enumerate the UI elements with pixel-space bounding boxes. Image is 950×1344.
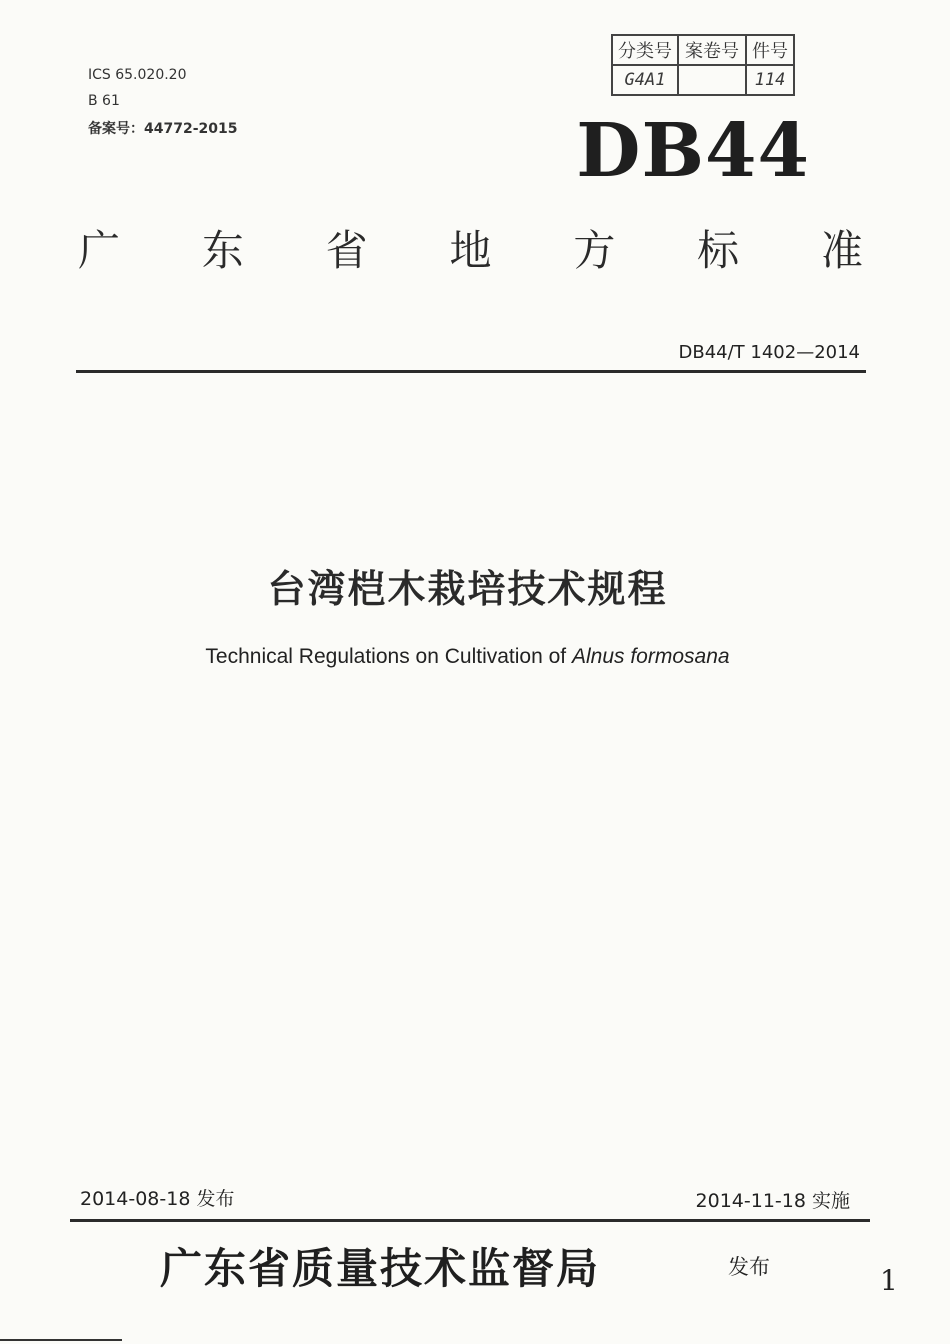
heading-char: 准: [820, 226, 863, 275]
archive-stamp-header-row: [612, 35, 794, 65]
title-en-prefix: Technical Regulations on Cultivation of: [205, 645, 572, 668]
bottom-divider: [70, 1219, 870, 1222]
db44-mark: DB44: [576, 108, 810, 194]
implementation-date: 2014-11-18 实施: [695, 1190, 850, 1212]
title-en-scientific-name: Alnus formosana: [571, 645, 730, 668]
ccs-code: B 61: [88, 93, 120, 109]
issuer-name: 广东省质量技术监督局: [160, 1244, 601, 1293]
issuer-suffix: 发布: [728, 1255, 770, 1279]
document-title-cn: 台湾桤木栽培技术规程: [267, 567, 668, 611]
archive-stamp-value-row: [612, 65, 794, 95]
scan-edge-line: [0, 1339, 122, 1341]
ics-code: ICS 65.020.20: [88, 67, 187, 83]
heading-char: 标: [697, 226, 740, 275]
heading-char: 东: [201, 226, 244, 275]
heading-char: 地: [449, 226, 492, 275]
filing-number: 备案号：44772-2015: [88, 121, 238, 137]
stamp-header-item: 件号: [746, 35, 794, 65]
top-divider: [76, 370, 866, 373]
stamp-value-category: G4A1: [612, 65, 678, 95]
stamp-header-file: 案卷号: [678, 35, 746, 65]
issue-date: 2014-08-18 发布: [80, 1188, 235, 1210]
stamp-value-file: [678, 65, 746, 95]
standard-number: DB44/T 1402—2014: [678, 342, 860, 363]
stamp-header-category: 分类号: [612, 35, 678, 65]
standard-type-heading: [78, 218, 863, 278]
heading-char: 方: [573, 226, 616, 275]
archive-stamp: [611, 34, 795, 96]
page-number: 1: [880, 1264, 898, 1297]
document-title-en: [0, 645, 935, 669]
stamp-value-item: 114: [746, 65, 794, 95]
heading-char: 省: [325, 226, 368, 275]
heading-char: 广: [78, 226, 121, 275]
